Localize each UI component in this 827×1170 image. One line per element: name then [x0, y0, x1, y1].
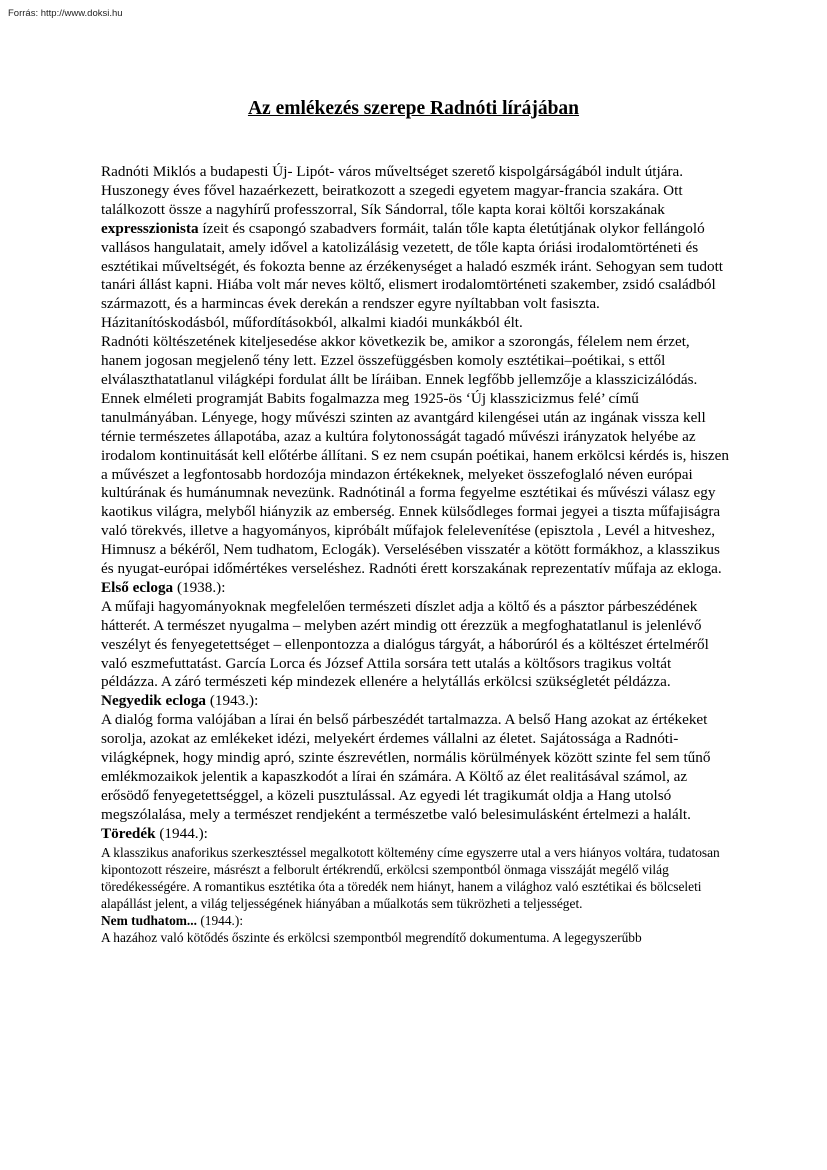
heading-negyedik-ecloga-year: (1943.): — [206, 692, 259, 710]
heading-toredek-year: (1944.): — [155, 824, 208, 842]
document-title: Az emlékezés szerepe Radnóti lírájában — [247, 98, 580, 119]
heading-toredek-title: Töredék — [101, 824, 156, 842]
paragraph-nem-tudhatom: A hazához való kötődés őszinte és erkölcsi szempontból megrendítő dokumentuma. A legegyszerűbb — [101, 930, 642, 946]
paragraph-toredek: A klasszikus anaforikus szerkesztéssel megalkotott költemény címe egyszerre utal a vers hiányos voltára, tudatosan kipontozott részeire, másrészt a felborult értékrendű, erkölcsi szempontból önmaga visszáját megélő világ töredékességére. A romantikus esztétika óta a töredék nem hiányt, hanem a világhoz való esztétikai és bölcseleti alapállást jelent, a világ teljességének hiányában a műalkotás sem tükrözheti a teljességet. — [101, 844, 720, 911]
source-label: Forrás: http://www.doksi.hu — [8, 8, 123, 19]
heading-negyedik-ecloga-title: Negyedik ecloga — [101, 692, 207, 710]
paragraph-elso-ecloga: A műfaji hagyományoknak megfelelően természeti díszlet adja a költő és a pásztor párbeszédének hátterét. A természet nyugalma – melyben azért mindig ott érezzük a megfoghatatlanul is jelenlévő veszélyt és fenyegetettséget – ellenpontozza a dialógus tárgyát, a háborúról és a költészet értelméről való eszmefuttatást. García Lorca és József Attila sorsára tett utalás a költősors tragikus voltát példázza. A záró természeti kép mindezek ellenére a helytállás erkölcsi szükségletét példázza. — [101, 597, 709, 691]
heading-toredek — [101, 825, 731, 844]
paragraph-intro-text-a: Radnóti Miklós a budapesti Új- Lipót- város műveltséget szerető kispolgárságából indult útjára. Huszonegy éves fővel hazaérkezett, beiratkozott a szegedi egyetem magyar-francia szakára. Ott találkozott össze a nagyhírű professzorral, Sík Sándorral, tőle kapta korai költői korszakának — [101, 163, 684, 218]
heading-elso-ecloga-title: Első ecloga — [101, 578, 174, 596]
heading-nem-tudhatom — [101, 912, 731, 929]
heading-elso-ecloga — [101, 579, 731, 598]
heading-negyedik-ecloga — [101, 692, 731, 711]
paragraph-intro — [101, 163, 731, 333]
paragraph-intro-text-b: ízeit és csapongó szabadvers formáit, talán tőle kapta életútjának olykor fellángoló vallásos hangulatait, amely idővel a katolizálásig vezetett, de tőle kapta óriási irodalomtörténeti és esztétikai műveltségét, és fokozta benne az érzékenységet a haladó eszmék iránt. Sehogyan sem tudott tanári állást kapni. Hiába volt már neves költő, elismert irodalomtörténeti szakember, zsidó családból származott, és a harmincas évek derekán a rendszer egyre nyíltabban volt fasiszta. Házitanítóskodásból, műfordításokból, alkalmi kiadói munkákból élt. — [101, 219, 724, 332]
document-body — [101, 163, 731, 946]
heading-elso-ecloga-year: (1938.): — [173, 578, 226, 596]
heading-nem-tudhatom-title: Nem tudhatom... — [101, 913, 197, 928]
heading-nem-tudhatom-year: (1944.): — [196, 913, 244, 928]
paragraph-classicism: Radnóti költészetének kiteljesedése akkor következik be, amikor a szorongás, félelem nem érzet, hanem jogosan megjelenő tény lett. Ezzel összefüggésben komoly esztétikai–poétikai, s ettől elválaszthatatlanul világképi fordulat állt be líráiban. Ennek legfőbb jellemzője a klasszicizálódás. Ennek elméleti programját Babits fogalmazza meg 1925-ös ‘Új klasszicizmus felé’ című tanulmányában. Lényege, hogy művészi szinten az avantgárd kilengései után az ingának vissza kell térnie természetes állapotába, azaz a kultúra folytonosságát tagadó művészi irányzatok helyébe az irodalom kontinuitását kell előtérbe állítani. S ez nem csupán poétikai, hanem erkölcsi kérdés is, hiszen a művészet a legfontosabb hordozója mindazon értékeknek, melyeket összefoglaló néven európai kultúrának és humánumnak nevezünk. Radnótinál a forma fegyelme esztétikai és művészi válasz egy kaotikus világra, melyből hiányzik az emberség. Ennek külsődleges formai jegyei a tiszta műfajiságra való törekvés, illetve a hagyományos, kipróbált műfajok felelevenítése (episztola , Levél a hitveshez, Himnusz a békéről, Nem tudhatom, Eclogák). Verselésében visszatér a kötött formákhoz, a klasszikus és nyugat-európai időmértékes verseléshez. Radnóti érett korszakának reprezentatív műfaja az ekloga. — [101, 333, 729, 578]
paragraph-intro-bold: expresszionista — [101, 219, 199, 237]
paragraph-negyedik-ecloga: A dialóg forma valójában a lírai én belső párbeszédét tartalmazza. A belső Hang azokat az értékeket sorolja, azokat az emlékeket idézi, melyekért érdemes vállalni az életet. Sajátossága a Radnóti-világképnek, hogy mindig apró, szinte észrevétlen, normális körülmények között szinte fel sem tűnő emlékmozaikok jelentik a kapaszkodót a lírai én számára. A Költő az élet realitásával számol, az erősödő fenyegetettséggel, a közeli pusztulással. Az egyedi lét tragikumát oldja a Hang utolsó megszólalása, mely a természet rendjeként a természetbe való belesimulásként értelmezi a halált. — [101, 711, 711, 823]
